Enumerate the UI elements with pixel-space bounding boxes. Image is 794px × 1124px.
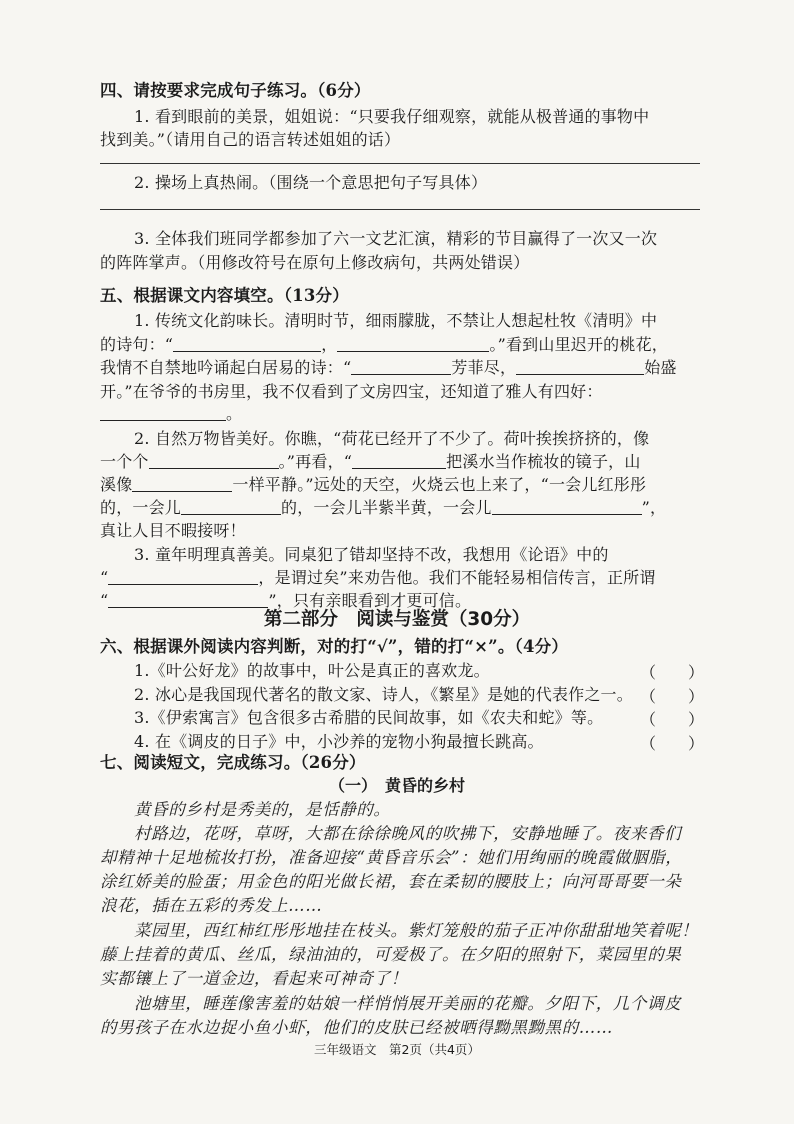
passage-line-9: 池塘里，睡莲像害羞的姑娘一样悄悄展开美丽的花瓣。夕阳下，几个调皮 xyxy=(134,994,682,1013)
q5-blank-four-hobbies[interactable] xyxy=(100,404,226,421)
q5-line2 xyxy=(100,334,668,356)
q6-answer-paren-2[interactable]: （ ） xyxy=(640,687,705,706)
q5-line13-text-b: ”，只有亲眼看到才更可信。 xyxy=(268,591,472,610)
q4-item1-line1: 1. 看到眼前的美景，姐姐说：“只要我仔细观察，就能从极普通的事物中 xyxy=(134,107,650,126)
q6-item-4: 4. 在《调皮的日子》中，小沙养的宠物小狗最擅长跳高。 xyxy=(134,732,544,751)
q4-item3-line1: 3. 全体我们班同学都参加了六一文艺汇演，精彩的节目赢得了一次又一次 xyxy=(134,229,658,248)
q5-header: 五、根据课文内容填空。（13分） xyxy=(100,286,349,305)
q5-blank-stream[interactable] xyxy=(132,475,232,492)
q5-blank-analects[interactable] xyxy=(108,568,258,585)
passage-title: （一） 黄昏的乡村 xyxy=(328,776,465,795)
passage-line-2: 村路边，花呀，草呀，大都在徐徐晚风的吹拂下，安静地睡了。夜来香们 xyxy=(134,824,682,843)
q5-line3-text-b: 芳菲尽， xyxy=(451,358,517,377)
q4-header: 四、请按要求完成句子练习。（6分） xyxy=(100,81,371,100)
q6-answer-paren-3[interactable]: （ ） xyxy=(640,710,705,729)
q4-answer-line-1[interactable] xyxy=(100,163,700,164)
q5-line2-text-b: ， xyxy=(321,335,338,354)
q6-answer-paren-4[interactable]: （ ） xyxy=(640,734,705,753)
passage-line-10: 的男孩子在水边捉小鱼小虾，他们的皮肤已经被晒得黝黑黝黑的…… xyxy=(100,1018,613,1037)
q5-blank-cloud-2[interactable] xyxy=(492,498,642,515)
q7-header: 七、阅读短文，完成练习。（26分） xyxy=(100,753,366,772)
q5-line5 xyxy=(100,403,242,425)
q5-line7-text-a: 一个个 xyxy=(100,452,149,471)
q5-line12-text-b: ，是谓过矣”来劝告他。我们不能轻易相信传言，正所谓 xyxy=(258,568,656,587)
q5-line3-text-c: 始盛 xyxy=(644,358,677,377)
q5-line8-text-b: 一样平静。”远处的天空，火烧云也上来了，“一会儿红彤彤 xyxy=(232,475,647,494)
q6-answer-paren-1[interactable]: （ ） xyxy=(640,663,705,682)
passage-line-5: 浪花，插在五彩的秀发上…… xyxy=(100,896,323,915)
q5-line12-text-a: “ xyxy=(100,568,109,587)
q5-blank-poem-1[interactable] xyxy=(173,335,321,352)
q4-item3-line2: 的阵阵掌声。（用修改符号在原句上修改病句，共两处错误） xyxy=(100,253,530,272)
q5-line9-text-b: 的，一会儿半紫半黄，一会儿 xyxy=(281,498,492,517)
q5-blank-poem-3[interactable] xyxy=(351,358,451,375)
q5-blank-lotus-2[interactable] xyxy=(352,452,446,469)
q5-blank-poem-4[interactable] xyxy=(516,358,644,375)
part2-title: 第二部分 阅读与鉴赏（30分） xyxy=(263,609,531,630)
q5-line4: 开。”在爷爷的书房里，我不仅看到了文房四宝，还知道了雅人有四好： xyxy=(100,382,603,401)
q5-line3 xyxy=(100,357,677,379)
q5-line10: 真让人目不暇接呀！ xyxy=(100,521,246,540)
q5-line8-text-a: 溪像 xyxy=(100,475,133,494)
page-footer: 三年级语文 第2页（共4页） xyxy=(314,1042,480,1057)
q5-line9-text-a: 的，一会儿 xyxy=(100,498,182,517)
q6-item-1: 1.《叶公好龙》的故事中，叶公是真正的喜欢龙。 xyxy=(134,661,490,680)
q4-answer-line-2[interactable] xyxy=(100,209,700,210)
q5-line3-text-a: 我情不自禁地吟诵起白居易的诗：“ xyxy=(100,358,352,377)
q5-line6: 2. 自然万物皆美好。你瞧，“荷花已经开了不少了。荷叶挨挨挤挤的，像 xyxy=(134,429,650,448)
q5-line9 xyxy=(100,497,666,519)
q5-line11: 3. 童年明理真善美。同桌犯了错却坚持不改，我想用《论语》中的 xyxy=(134,545,609,564)
passage-line-6: 菜园里，西红柿红彤彤地挂在枝头。紫灯笼般的茄子正冲你甜甜地笑着呢！ xyxy=(134,921,699,940)
q5-line12 xyxy=(100,567,656,589)
passage-line-3: 却精神十足地梳妆打扮，准备迎接“黄昏音乐会”：她们用绚丽的晚霞做胭脂， xyxy=(100,848,683,867)
passage-line-8: 实都镶上了一道金边，看起来可神奇了！ xyxy=(100,969,408,988)
q5-blank-lotus-1[interactable] xyxy=(149,452,279,469)
q5-line13-text-a: “ xyxy=(100,591,109,610)
q5-blank-cloud-1[interactable] xyxy=(181,498,281,515)
q5-line5-text: 。 xyxy=(226,404,243,423)
q5-line1: 1. 传统文化韵味长。清明时节，细雨朦胧，不禁让人想起杜牧《清明》中 xyxy=(134,311,658,330)
q5-line7 xyxy=(100,451,641,473)
q5-line9-text-c: ”， xyxy=(641,498,667,517)
q5-line7-text-c: 把溪水当作梳妆的镜子，山 xyxy=(446,452,641,471)
passage-line-1: 黄昏的乡村是秀美的，是恬静的。 xyxy=(134,800,391,819)
q5-line8 xyxy=(100,474,646,496)
passage-line-7: 藤上挂着的黄瓜、丝瓜，绿油油的，可爱极了。在夕阳的照射下，菜园里的果 xyxy=(100,945,682,964)
q6-item-2: 2. 冰心是我国现代著名的散文家、诗人，《繁星》是她的代表作之一。 xyxy=(134,685,633,704)
q6-item-3: 3.《伊索寓言》包含很多古希腊的民间故事，如《农夫和蛇》等。 xyxy=(134,708,604,727)
q5-line2-text-c: 。”看到山里迟开的桃花， xyxy=(489,335,668,354)
q5-line7-text-b: 。”再看，“ xyxy=(278,452,353,471)
q5-line2-text-a: 的诗句：“ xyxy=(100,335,174,354)
q5-blank-poem-2[interactable] xyxy=(337,335,489,352)
q4-item1-line2: 找到美。”（请用自己的语言转述姐姐的话） xyxy=(100,130,401,149)
q4-item2: 2. 操场上真热闹。（围绕一个意思把句子写具体） xyxy=(134,173,488,192)
passage-line-4: 涂红娇美的脸蛋；用金色的阳光做长裙，套在柔韧的腰肢上；向河哥哥要一朵 xyxy=(100,872,682,891)
q6-header: 六、根据课外阅读内容判断，对的打“√”，错的打“×”。（4分） xyxy=(100,637,569,656)
